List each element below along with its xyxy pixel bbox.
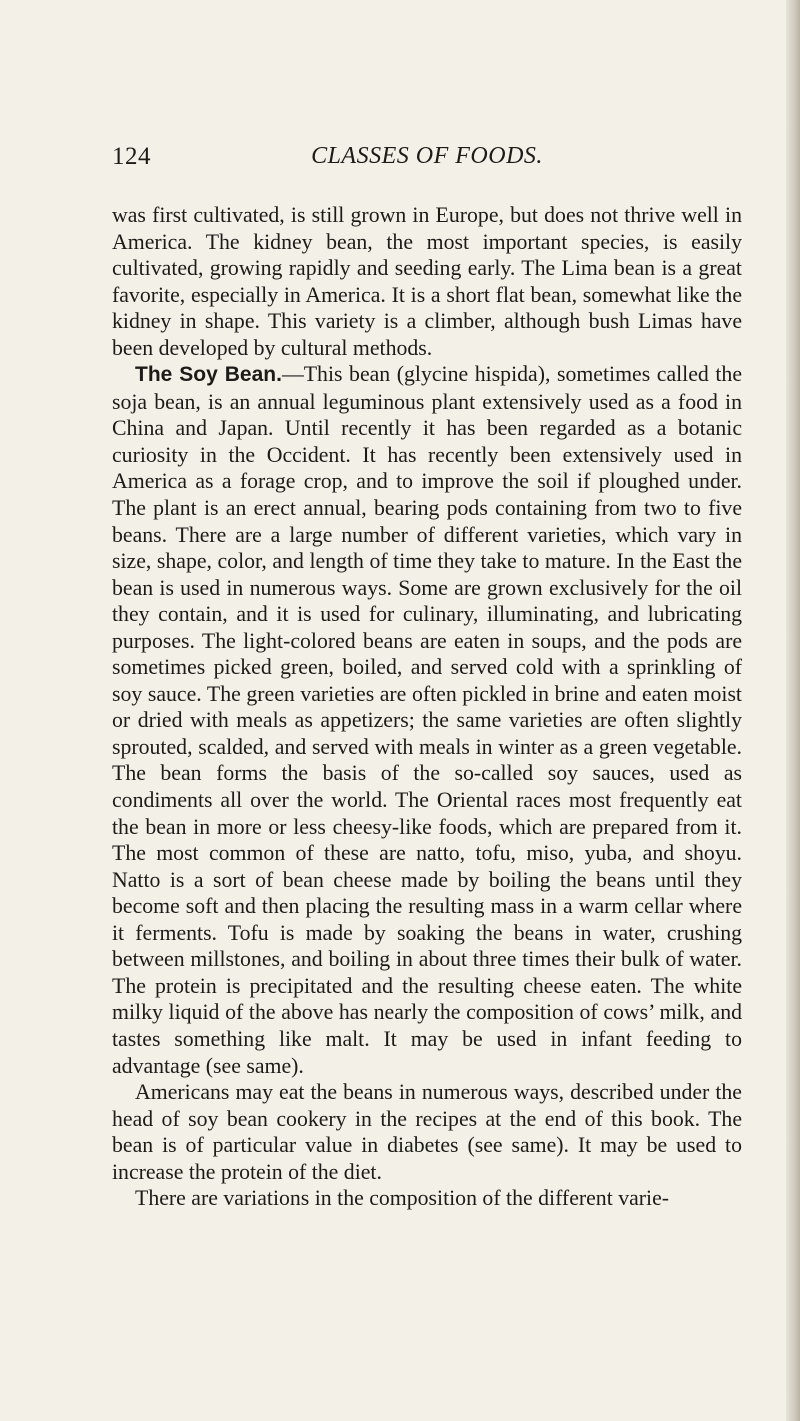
page-edge-shadow: [786, 0, 800, 1421]
page-header: [112, 143, 742, 183]
body-text: [112, 202, 742, 1212]
paragraph-text: —This bean (glycine hispida), sometimes called the soja bean, is an annual leguminous plant extensively used as a food in China and Japan. Until recently it has been regarded as a botanic curiosity in the Occident. It has recently been extensively used in America as a forage crop, and to improve the soil if ploughed under. The plant is an erect annual, bearing pods containing from two to five beans. There are a large number of different varieties, which vary in size, shape, color, and length of time they take to mature. In the East the bean is used in numerous ways. Some are grown exclusively for the oil they contain, and it is used for culinary, illuminating, and lubricating purposes. The light-colored beans are eaten in soups, and the pods are sometimes picked green, boiled, and served cold with a sprinkling of soy sauce. The green varieties are often pickled in brine and eaten moist or dried with meals as appetizers; the same varieties are often slightly sprouted, scalded, and served with meals in winter as a green vegetable. The bean forms the basis of the so-called soy sauces, used as condiments all over the world. The Oriental races most frequently eat the bean in more or less cheesy-like foods, which are prepared from it. The most common of these are natto, tofu, miso, yuba, and shoyu. Natto is a sort of bean cheese made by boiling the beans until they become soft and then placing the resulting mass in a warm cellar where it ferments. Tofu is made by soaking the beans in water, crushing between millstones, and boiling in about three times their bulk of water. The protein is precipitated and the resulting cheese eaten. The white milky liquid of the above has nearly the composition of cows’ milk, and tastes something like malt. It may be used in infant feeding to advantage (see same).: [112, 362, 742, 1078]
section-heading-soy-bean: The Soy Bean.: [135, 363, 282, 387]
paragraph-variations: [112, 1185, 742, 1212]
paragraph-text: Americans may eat the beans in numerous ways, described under the head of soy bean cookery in the recipes at the end of this book. The bean is of particular value in diabetes (see same). It may be used to increase the protein of the diet.: [112, 1080, 742, 1184]
paragraph-americans: [112, 1079, 742, 1185]
page-number: 124: [112, 143, 151, 170]
paragraph-soy-bean: [112, 361, 742, 1079]
running-title: CLASSES OF FOODS.: [311, 143, 543, 169]
paragraph-text: was first cultivated, is still grown in Europe, but does not thrive well in America. The kidney bean, the most important species, is easily cultivated, growing rapidly and seeding early. The Lima bean is a great favorite, especially in America. It is a short flat bean, somewhat like the kidney in shape. This variety is a climber, although bush Limas have been developed by cultural methods.: [112, 203, 742, 360]
paragraph-text: There are variations in the composition of the different varie-: [135, 1186, 670, 1211]
paragraph-lima-bean: [112, 202, 742, 361]
